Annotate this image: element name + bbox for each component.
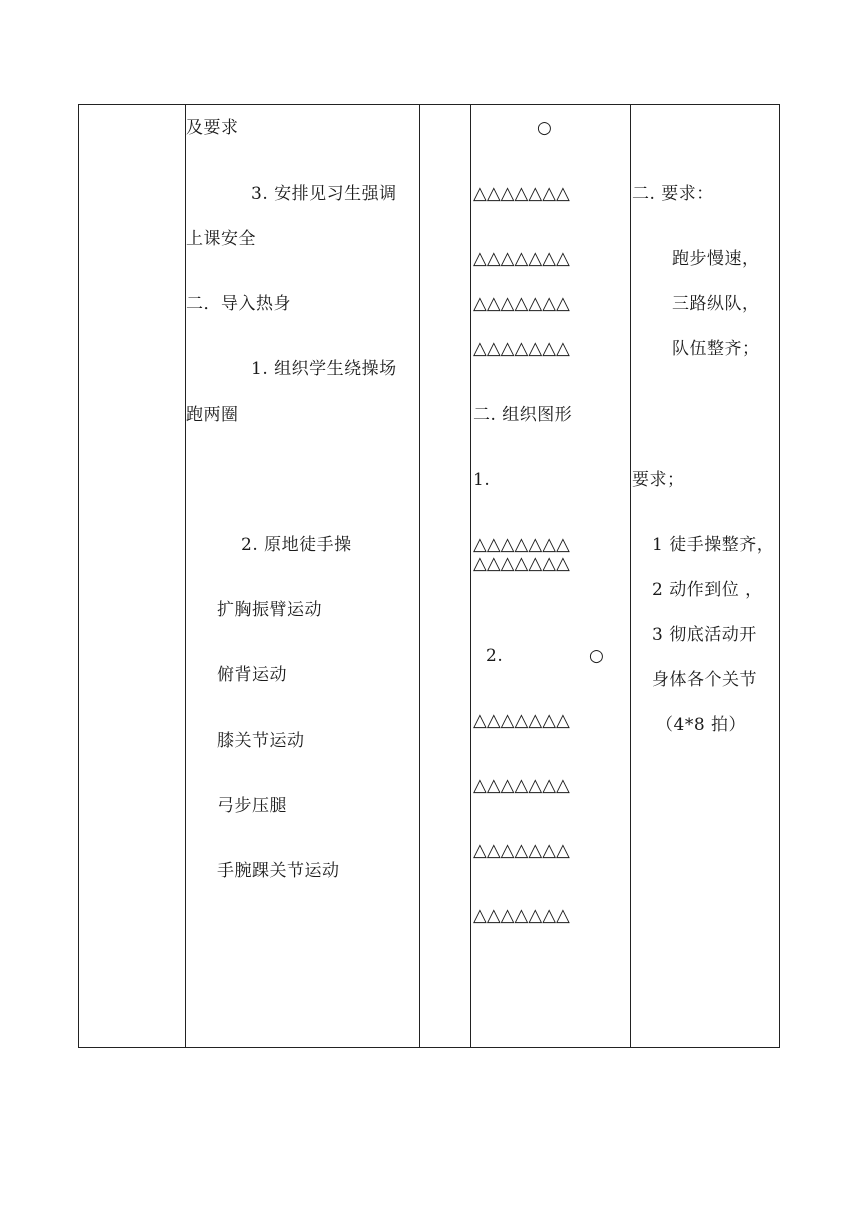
column-divider	[470, 105, 471, 1047]
section-heading: 二．导入热身	[186, 294, 291, 314]
requirement-item: 1 徒手操整齐，	[652, 535, 775, 555]
formation-row: △△△△△△△	[473, 775, 570, 796]
requirement-item: 3 彻底活动开	[652, 625, 757, 645]
content-line: 1. 组织学生绕操场	[251, 359, 397, 379]
exercise-item: 膝关节运动	[217, 731, 305, 751]
exercise-item: 弓步压腿	[217, 796, 287, 816]
formation-row: △△△△△△△	[473, 553, 570, 574]
exercise-item: 扩胸振臂运动	[217, 600, 322, 620]
formation-row: △△△△△△△	[473, 840, 570, 861]
figure-number: 2.	[486, 646, 504, 666]
exercise-item: 手腕踝关节运动	[217, 861, 340, 881]
teacher-circle: ○	[589, 646, 605, 666]
column-divider	[630, 105, 631, 1047]
exercise-item: 俯背运动	[217, 665, 287, 685]
requirements-heading: 二. 要求：	[632, 184, 714, 204]
requirement-item: 2 动作到位 ，	[652, 580, 763, 600]
content-line: 3. 安排见习生强调	[251, 184, 397, 204]
content-line: 跑两圈	[186, 405, 239, 425]
formation-row: △△△△△△△	[473, 248, 570, 269]
teacher-circle: ○	[537, 118, 553, 138]
column-divider	[419, 105, 420, 1047]
figure-number: 1.	[473, 470, 491, 490]
formation-row: △△△△△△△	[473, 534, 570, 555]
requirement-item: 队伍整齐；	[672, 339, 760, 359]
content-line: 及要求	[186, 118, 239, 138]
lesson-plan-table	[78, 104, 780, 1048]
requirement-item: 身体各个关节	[652, 670, 757, 690]
content-line: 上课安全	[186, 229, 256, 249]
organization-heading: 二. 组织图形	[473, 405, 573, 425]
requirement-item: 三路纵队，	[672, 294, 760, 314]
content-line: 2. 原地徒手操	[241, 535, 352, 555]
requirement-item: 跑步慢速，	[672, 249, 760, 269]
formation-row: △△△△△△△	[473, 293, 570, 314]
formation-row: △△△△△△△	[473, 905, 570, 926]
requirements-heading: 要求；	[632, 470, 685, 490]
requirement-item: （4*8 拍）	[656, 715, 747, 735]
formation-row: △△△△△△△	[473, 183, 570, 204]
formation-row: △△△△△△△	[473, 710, 570, 731]
formation-row: △△△△△△△	[473, 338, 570, 359]
